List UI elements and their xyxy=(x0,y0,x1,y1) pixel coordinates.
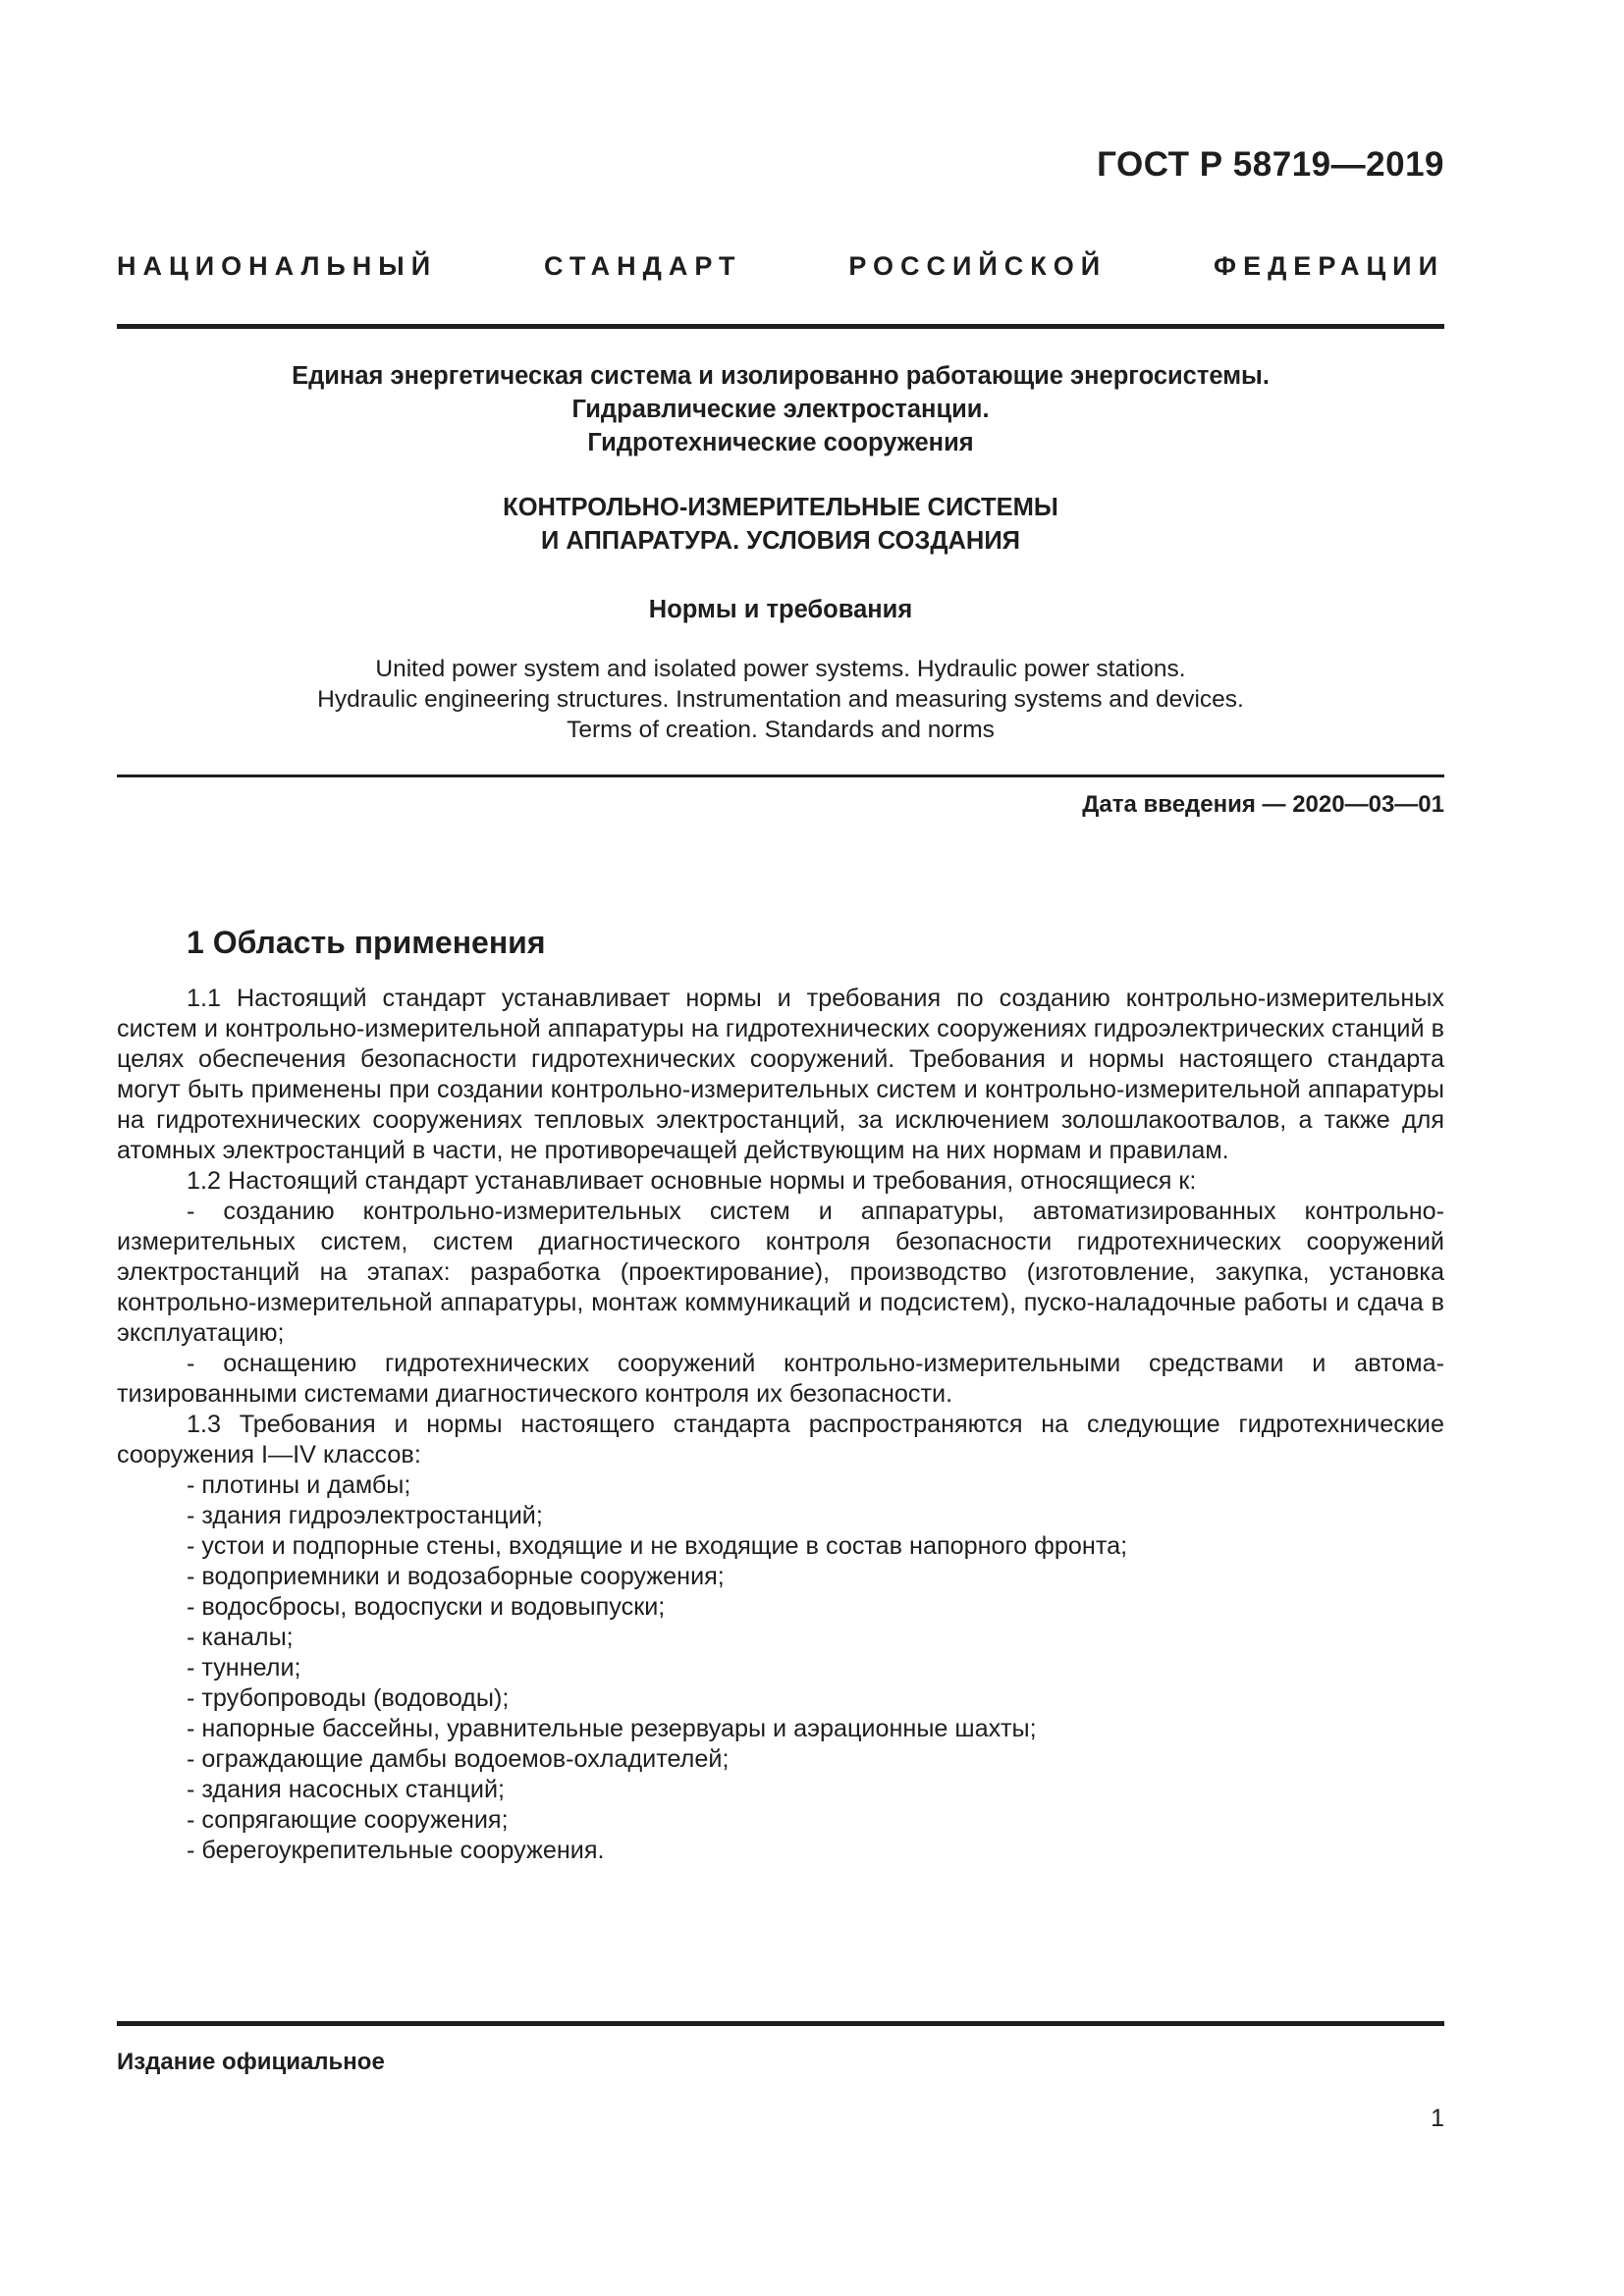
title-rule xyxy=(117,774,1444,777)
paragraph: 1.3 Требования и нормы настоящего стандарта распространяются на следующие гидротехнические сооружения I—IV классов: xyxy=(117,1411,1444,1468)
footer-rule xyxy=(117,2021,1444,2026)
title-english-line: Terms of creation. Standards and norms xyxy=(567,717,995,743)
title-russian-line: Гидравлические электростанции. xyxy=(571,396,990,423)
list-item: - трубопроводы (водоводы); xyxy=(187,1684,510,1712)
title-english xyxy=(117,654,1444,745)
title-english-line: Hydraulic engineering structures. Instrumentation and measuring systems and devices. xyxy=(317,686,1244,713)
title-main-line: КОНТРОЛЬНО-ИЗМЕРИТЕЛЬНЫЕ СИСТЕМЫ xyxy=(503,494,1058,521)
list-item: - туннели; xyxy=(187,1654,301,1682)
title-russian-line: Гидротехнические сооружения xyxy=(587,429,974,456)
title-english-line: United power system and isolated power systems. Hydraulic power stations. xyxy=(375,656,1186,682)
list-item: - ограждающие дамбы водоемов-охладителей; xyxy=(187,1745,730,1773)
edition-label: Издание официальное xyxy=(117,2049,385,2075)
list-item: - здания насосных станций; xyxy=(187,1776,506,1803)
title-russian-line: Единая энергетическая система и изолированно работающие энергосистемы. xyxy=(292,362,1270,390)
title-main xyxy=(117,491,1444,558)
list-item: - каналы; xyxy=(187,1624,294,1651)
list-item: - берегоукрепительные сооружения. xyxy=(187,1837,605,1864)
list-item: - здания гидроэлектростанций; xyxy=(187,1502,543,1529)
paragraph: 1.2 Настоящий стандарт устанавливает основные нормы и требования, относящиеся к: xyxy=(187,1167,1197,1195)
introduction-date: Дата введения — 2020—03—01 xyxy=(1082,791,1444,818)
paragraph: - созданию контрольно-измерительных систем и аппаратуры, автоматизированных контрольно-измерительных систем, систем диагностического контроля безопасности гидротехнических сооружений электростанций на этапах: разработка (проектирование), производство (изготовление, закупка, установка контрольно-измерительной аппаратуры, монтаж коммуникаций и подсистем), пуско-наладочные работы и сдача в эксплуатацию; xyxy=(117,1198,1444,1347)
section-body xyxy=(117,984,1444,1866)
paragraph: 1.1 Настоящий стандарт устанавливает нормы и требования по созданию контрольно-измерительных систем и контрольно-измерительной аппаратуры на гидротехнических сооружениях гидроэлектрических станций в целях обеспечения безопасности гидротехнических сооружений. Требования и нормы настоящего стандарта могут быть применены при создании контрольно-измерительных систем и контрольно-измерительной аппаратуры на гидротехнических сооружениях тепловых электростанций, за исключением золошлакоотвалов, а также для атомных электростанций в части, не противоречащей действующим на них нормам и правилам. xyxy=(117,985,1444,1164)
list-item: - плотины и дамбы; xyxy=(187,1471,411,1499)
page-number: 1 xyxy=(1431,2105,1444,2132)
list-item: - устои и подпорные стены, входящие и не входящие в состав напорного фронта; xyxy=(187,1532,1128,1560)
paragraph: - оснащению гидротехнических сооружений контрольно-измерительными средствами и автоматизированными системами диагностического контроля их безопасности. xyxy=(117,1350,1444,1408)
title-main-line: И АППАРАТУРА. УСЛОВИЯ СОЗДАНИЯ xyxy=(540,527,1021,555)
list-item: - водоприемники и водозаборные сооружения; xyxy=(187,1563,725,1590)
title-russian xyxy=(117,359,1444,459)
standard-designation: НАЦИОНАЛЬНЫЙ СТАНДАРТ РОССИЙСКОЙ ФЕДЕРАЦИИ xyxy=(117,251,1444,281)
document-number: ГОСТ Р 58719—2019 xyxy=(1097,145,1444,184)
title-subtitle: Нормы и требования xyxy=(648,596,913,623)
list-item: - сопрягающие сооружения; xyxy=(187,1806,509,1834)
list-item: - напорные бассейны, уравнительные резервуары и аэрационные шахты; xyxy=(187,1715,1037,1742)
header-rule xyxy=(117,324,1444,329)
list-item: - водосбросы, водоспуски и водовыпуски; xyxy=(187,1593,666,1621)
section-heading: 1 Область применения xyxy=(187,925,546,960)
